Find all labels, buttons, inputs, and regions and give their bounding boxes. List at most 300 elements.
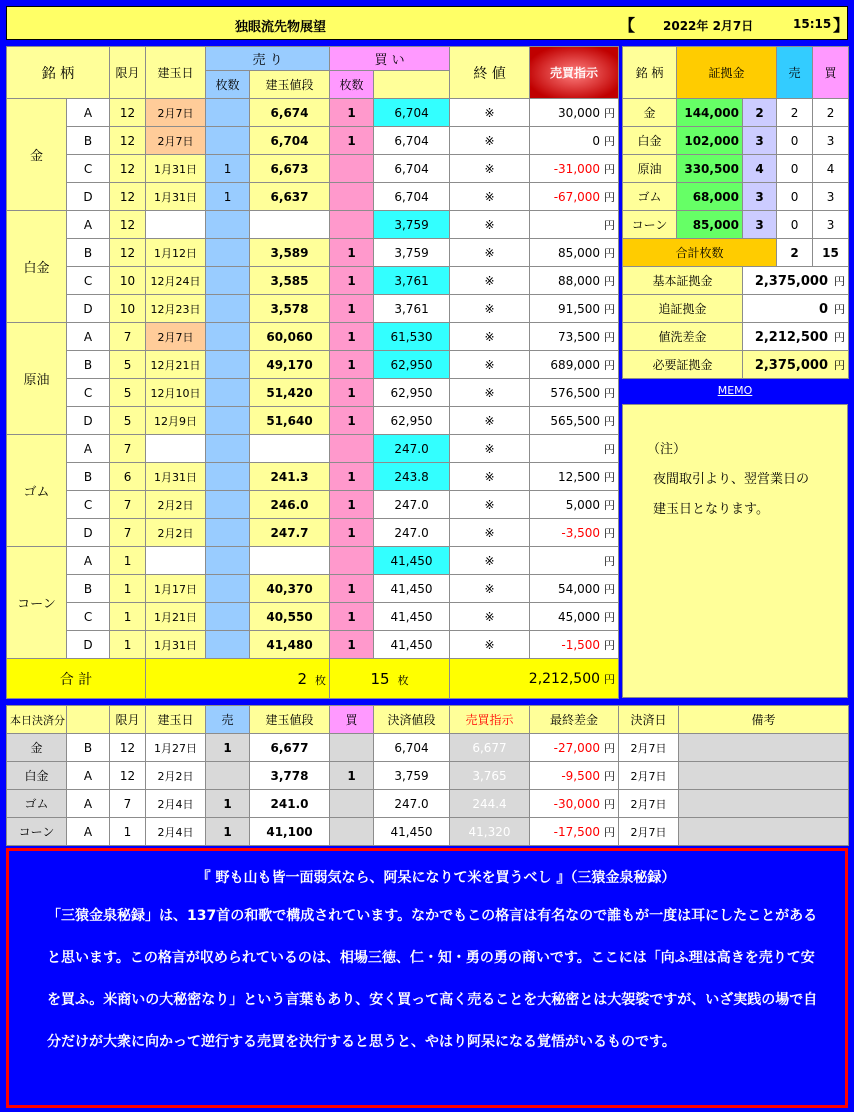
settle-instruction: 41,320 bbox=[450, 818, 530, 846]
settle-entry-price: 41,100 bbox=[250, 818, 330, 846]
settle-diff-value: -30,000 bbox=[553, 796, 600, 811]
settle-commodity: 白金 bbox=[7, 762, 67, 790]
settlement-row bbox=[7, 818, 849, 846]
header-gengetsu: 限月 bbox=[110, 47, 146, 99]
settle-entry-price: 6,677 bbox=[250, 734, 330, 762]
settle-month: 7 bbox=[110, 790, 146, 818]
buy-qty: 1 bbox=[330, 407, 374, 435]
sub-code: C bbox=[67, 379, 110, 407]
settle-commodity: ゴム bbox=[7, 790, 67, 818]
valuation-diff bbox=[530, 239, 619, 267]
totals-sell bbox=[146, 659, 330, 699]
margin-total-label: 合計枚数 bbox=[623, 239, 777, 267]
valuation-diff bbox=[530, 407, 619, 435]
close-price: 61,530 bbox=[374, 323, 450, 351]
totals-buy-value: 15 bbox=[370, 669, 390, 688]
sub-code: A bbox=[67, 211, 110, 239]
buy-qty: 1 bbox=[330, 351, 374, 379]
contract-month: 7 bbox=[110, 491, 146, 519]
sell-qty bbox=[206, 127, 250, 155]
entry-price bbox=[250, 547, 330, 575]
page-title: 独眼流先物展望 bbox=[235, 20, 327, 35]
commodity-name: 原油 bbox=[7, 323, 67, 435]
yen-unit: 円 bbox=[604, 414, 616, 428]
memo-header bbox=[622, 380, 848, 402]
valuation-diff-value: 5,000 bbox=[565, 497, 601, 512]
contract-month: 5 bbox=[110, 351, 146, 379]
entry-date: 2月2日 bbox=[146, 491, 206, 519]
header-tategyoku-nedan: 建玉値段 bbox=[250, 71, 330, 99]
buy-qty: 1 bbox=[330, 631, 374, 659]
entry-price: 3,589 bbox=[250, 239, 330, 267]
yen-unit: 円 bbox=[604, 358, 616, 372]
settle-note bbox=[679, 790, 849, 818]
yen-unit: 円 bbox=[604, 498, 616, 512]
settle-entry-date: 2月4日 bbox=[146, 790, 206, 818]
settle-sell: 1 bbox=[206, 790, 250, 818]
buy-qty: 1 bbox=[330, 463, 374, 491]
margin-amount: 68,000 bbox=[677, 183, 743, 211]
valuation-diff bbox=[530, 295, 619, 323]
yen-unit: 円 bbox=[604, 134, 616, 148]
settlement-row bbox=[7, 790, 849, 818]
sell-qty bbox=[206, 603, 250, 631]
yen-unit: 円 bbox=[604, 386, 616, 400]
contract-month: 7 bbox=[110, 435, 146, 463]
entry-price: 3,578 bbox=[250, 295, 330, 323]
valuation-diff bbox=[530, 155, 619, 183]
yen-unit: 円 bbox=[604, 442, 616, 456]
close-price: 3,761 bbox=[374, 267, 450, 295]
entry-price: 60,060 bbox=[250, 323, 330, 351]
margin-buy: 3 bbox=[813, 211, 849, 239]
sell-qty bbox=[206, 491, 250, 519]
buy-qty: 1 bbox=[330, 519, 374, 547]
margin-total-buy: 15 bbox=[813, 239, 849, 267]
margin-total-row bbox=[623, 239, 849, 267]
entry-price: 241.3 bbox=[250, 463, 330, 491]
settle-entry-date: 1月27日 bbox=[146, 734, 206, 762]
table-row bbox=[7, 267, 619, 295]
positions-table bbox=[6, 46, 619, 699]
close-price: 6,704 bbox=[374, 183, 450, 211]
entry-price: 3,585 bbox=[250, 267, 330, 295]
margin-summary-amount: 0 bbox=[818, 301, 829, 317]
settle-price: 247.0 bbox=[374, 790, 450, 818]
sub-code: D bbox=[67, 519, 110, 547]
sub-code: B bbox=[67, 351, 110, 379]
margin-units: 3 bbox=[743, 127, 777, 155]
entry-date bbox=[146, 211, 206, 239]
valuation-diff-value: 30,000 bbox=[558, 105, 601, 120]
settle-commodity: コーン bbox=[7, 818, 67, 846]
yen-unit: 円 bbox=[604, 554, 616, 568]
entry-date: 2月7日 bbox=[146, 99, 206, 127]
memo-line-2: 夜間取引より、翌営業日の bbox=[653, 472, 810, 487]
sub-code: C bbox=[67, 491, 110, 519]
contract-month: 12 bbox=[110, 239, 146, 267]
proverb-box bbox=[6, 848, 848, 1108]
entry-price: 51,420 bbox=[250, 379, 330, 407]
close-price: 247.0 bbox=[374, 435, 450, 463]
buy-qty bbox=[330, 435, 374, 463]
valuation-diff bbox=[530, 183, 619, 211]
contract-month: 1 bbox=[110, 631, 146, 659]
sell-qty bbox=[206, 463, 250, 491]
bracket-open: 【 bbox=[619, 16, 636, 35]
sell-qty bbox=[206, 407, 250, 435]
valuation-diff bbox=[530, 351, 619, 379]
contract-month: 1 bbox=[110, 575, 146, 603]
settle-note bbox=[679, 818, 849, 846]
valuation-diff-value: 565,500 bbox=[550, 413, 601, 428]
trade-instruction: ※ bbox=[450, 463, 530, 491]
settle-note bbox=[679, 762, 849, 790]
settle-diff-value: -17,500 bbox=[553, 824, 600, 839]
table-row bbox=[7, 631, 619, 659]
trade-instruction: ※ bbox=[450, 295, 530, 323]
settle-header-tategyokubi: 建玉日 bbox=[146, 706, 206, 734]
valuation-diff-value: 85,000 bbox=[558, 245, 601, 260]
valuation-diff bbox=[530, 519, 619, 547]
header-owarine: 終 値 bbox=[450, 47, 530, 99]
yen-unit: 円 bbox=[604, 825, 615, 839]
yen-unit: 円 bbox=[604, 106, 616, 120]
margin-summary-amount: 2,212,500 bbox=[754, 329, 829, 345]
valuation-diff-value: -67,000 bbox=[553, 189, 601, 204]
valuation-diff bbox=[530, 267, 619, 295]
sell-qty bbox=[206, 239, 250, 267]
margin-sell: 0 bbox=[777, 127, 813, 155]
close-price: 243.8 bbox=[374, 463, 450, 491]
yen-unit: 円 bbox=[604, 218, 616, 232]
sub-code: D bbox=[67, 631, 110, 659]
trade-instruction: ※ bbox=[450, 407, 530, 435]
margin-units: 3 bbox=[743, 211, 777, 239]
valuation-diff-value: 12,500 bbox=[558, 469, 601, 484]
trade-instruction: ※ bbox=[450, 239, 530, 267]
settle-header-tategyoku-nedan: 建玉値段 bbox=[250, 706, 330, 734]
entry-price: 6,673 bbox=[250, 155, 330, 183]
contract-month: 6 bbox=[110, 463, 146, 491]
settle-diff bbox=[530, 818, 619, 846]
trade-instruction: ※ bbox=[450, 323, 530, 351]
margin-header-shokokin: 証拠金 bbox=[677, 47, 777, 99]
valuation-diff bbox=[530, 127, 619, 155]
settle-header-label: 本日決済分 bbox=[7, 706, 67, 734]
mai-unit: 枚 bbox=[397, 673, 409, 687]
margin-amount: 85,000 bbox=[677, 211, 743, 239]
yen-unit: 円 bbox=[834, 330, 846, 344]
buy-qty: 1 bbox=[330, 603, 374, 631]
trade-instruction: ※ bbox=[450, 519, 530, 547]
margin-amount: 330,500 bbox=[677, 155, 743, 183]
contract-month: 12 bbox=[110, 211, 146, 239]
contract-month: 5 bbox=[110, 407, 146, 435]
margin-row bbox=[623, 127, 849, 155]
settle-header-kai: 買 bbox=[330, 706, 374, 734]
memo-line-3: 建玉日となります。 bbox=[653, 502, 769, 517]
contract-month: 7 bbox=[110, 323, 146, 351]
entry-date bbox=[146, 435, 206, 463]
settle-sub: A bbox=[67, 818, 110, 846]
trade-instruction: ※ bbox=[450, 183, 530, 211]
settle-diff-value: -9,500 bbox=[561, 768, 600, 783]
margin-sell: 2 bbox=[777, 99, 813, 127]
entry-price: 51,640 bbox=[250, 407, 330, 435]
valuation-diff-value: -31,000 bbox=[553, 161, 601, 176]
bracket-close: 】 bbox=[833, 16, 850, 35]
settle-commodity: 金 bbox=[7, 734, 67, 762]
table-row bbox=[7, 547, 619, 575]
margin-summary-row bbox=[623, 267, 849, 295]
contract-month: 12 bbox=[110, 127, 146, 155]
margin-summary-label: 必要証拠金 bbox=[623, 351, 743, 379]
yen-unit: 円 bbox=[604, 526, 616, 540]
yen-unit: 円 bbox=[604, 638, 616, 652]
sell-qty bbox=[206, 211, 250, 239]
trade-instruction: ※ bbox=[450, 267, 530, 295]
close-price: 62,950 bbox=[374, 351, 450, 379]
totals-label: 合 計 bbox=[7, 659, 146, 699]
commodity-name: 金 bbox=[7, 99, 67, 211]
memo-link[interactable]: MEMO bbox=[717, 384, 753, 397]
margin-summary-label: 追証拠金 bbox=[623, 295, 743, 323]
sell-qty bbox=[206, 267, 250, 295]
commodity-name: コーン bbox=[7, 547, 67, 659]
margin-amount: 102,000 bbox=[677, 127, 743, 155]
buy-qty: 1 bbox=[330, 239, 374, 267]
valuation-diff-value: 576,500 bbox=[550, 385, 601, 400]
entry-date: 1月12日 bbox=[146, 239, 206, 267]
valuation-diff bbox=[530, 575, 619, 603]
entry-date: 2月7日 bbox=[146, 127, 206, 155]
close-price: 41,450 bbox=[374, 575, 450, 603]
table-row bbox=[7, 463, 619, 491]
entry-date: 12月23日 bbox=[146, 295, 206, 323]
table-row bbox=[7, 127, 619, 155]
sub-code: B bbox=[67, 239, 110, 267]
sell-qty bbox=[206, 379, 250, 407]
settle-sell: 1 bbox=[206, 734, 250, 762]
settle-sub: A bbox=[67, 790, 110, 818]
valuation-diff-value: 88,000 bbox=[558, 273, 601, 288]
buy-qty: 1 bbox=[330, 491, 374, 519]
yen-unit: 円 bbox=[604, 769, 615, 783]
settle-header-gengetsu: 限月 bbox=[110, 706, 146, 734]
margin-buy: 3 bbox=[813, 183, 849, 211]
settle-diff bbox=[530, 734, 619, 762]
entry-date bbox=[146, 547, 206, 575]
entry-price: 6,637 bbox=[250, 183, 330, 211]
settle-instruction: 3,765 bbox=[450, 762, 530, 790]
sub-code: C bbox=[67, 603, 110, 631]
margin-sell: 0 bbox=[777, 183, 813, 211]
sell-qty bbox=[206, 295, 250, 323]
table-row bbox=[7, 603, 619, 631]
contract-month: 10 bbox=[110, 267, 146, 295]
settle-header-kessaibi: 決済日 bbox=[619, 706, 679, 734]
close-price: 62,950 bbox=[374, 407, 450, 435]
yen-unit: 円 bbox=[604, 330, 616, 344]
header-buy-maisu: 枚数 bbox=[330, 71, 374, 99]
margin-commodity: 白金 bbox=[623, 127, 677, 155]
settlement-table bbox=[6, 705, 849, 846]
yen-unit: 円 bbox=[604, 162, 616, 176]
settle-diff-value: -27,000 bbox=[553, 740, 600, 755]
margin-buy: 3 bbox=[813, 127, 849, 155]
sell-qty bbox=[206, 547, 250, 575]
totals-buy bbox=[330, 659, 450, 699]
close-price: 6,704 bbox=[374, 127, 450, 155]
valuation-diff bbox=[530, 323, 619, 351]
entry-price: 6,704 bbox=[250, 127, 330, 155]
yen-unit: 円 bbox=[604, 190, 616, 204]
table-row bbox=[7, 183, 619, 211]
margin-summary-amount: 2,375,000 bbox=[754, 357, 829, 373]
margin-row bbox=[623, 183, 849, 211]
settle-sub: A bbox=[67, 762, 110, 790]
settle-buy bbox=[330, 818, 374, 846]
sell-qty bbox=[206, 519, 250, 547]
close-price: 247.0 bbox=[374, 491, 450, 519]
totals-row bbox=[7, 659, 619, 699]
table-row bbox=[7, 295, 619, 323]
header-sell-maisu: 枚数 bbox=[206, 71, 250, 99]
yen-unit: 円 bbox=[604, 610, 616, 624]
totals-sell-value: 2 bbox=[297, 669, 308, 688]
entry-date: 1月31日 bbox=[146, 183, 206, 211]
table-row bbox=[7, 491, 619, 519]
settle-header-biko: 備考 bbox=[679, 706, 849, 734]
buy-qty bbox=[330, 547, 374, 575]
yen-unit: 円 bbox=[604, 741, 615, 755]
valuation-diff-value: 689,000 bbox=[550, 357, 601, 372]
close-price: 3,761 bbox=[374, 295, 450, 323]
proverb-body: 「三猿金泉秘録」は、137首の和歌で構成されています。なかでもこの格言は有名なので誰もが一度は耳にしたことがあると思います。この格言が収められているのは、相場三徳、仁・知・勇の勇の商いです。ここには「向ふ理は高きを売りて安を買ふ。米商いの大秘密なり」という言葉もあり、安く買って高く売ることを大秘密とは大袈裟ですが、いざ実践の場で自分だけが大衆に向かって逆行する売買を決行すると思うと、やはり阿呆になる覚悟がいるものです。 bbox=[47, 908, 818, 1050]
settle-entry-date: 2月4日 bbox=[146, 818, 206, 846]
margin-row bbox=[623, 99, 849, 127]
sub-code: A bbox=[67, 323, 110, 351]
margin-header-meigara: 銘 柄 bbox=[623, 47, 677, 99]
sub-code: A bbox=[67, 547, 110, 575]
valuation-diff bbox=[530, 603, 619, 631]
commodity-name: ゴム bbox=[7, 435, 67, 547]
close-price: 3,759 bbox=[374, 239, 450, 267]
table-row bbox=[7, 519, 619, 547]
header-tategyokubi: 建玉日 bbox=[146, 47, 206, 99]
entry-price: 6,674 bbox=[250, 99, 330, 127]
sub-code: A bbox=[67, 435, 110, 463]
contract-month: 1 bbox=[110, 603, 146, 631]
entry-date: 12月9日 bbox=[146, 407, 206, 435]
trade-instruction: ※ bbox=[450, 99, 530, 127]
yen-unit: 円 bbox=[604, 672, 616, 686]
margin-header-uri: 売 bbox=[777, 47, 813, 99]
margin-summary-value bbox=[743, 267, 849, 295]
settle-buy bbox=[330, 734, 374, 762]
entry-date: 1月31日 bbox=[146, 463, 206, 491]
buy-qty: 1 bbox=[330, 379, 374, 407]
entry-date: 1月17日 bbox=[146, 575, 206, 603]
header-date: 2022年 2月7日 bbox=[663, 19, 754, 33]
settle-month: 1 bbox=[110, 818, 146, 846]
settle-date: 2月7日 bbox=[619, 762, 679, 790]
valuation-diff-value: 73,500 bbox=[558, 329, 601, 344]
settle-buy: 1 bbox=[330, 762, 374, 790]
table-row bbox=[7, 407, 619, 435]
yen-unit: 円 bbox=[604, 274, 616, 288]
settle-sell bbox=[206, 762, 250, 790]
sell-qty bbox=[206, 323, 250, 351]
margin-buy: 2 bbox=[813, 99, 849, 127]
sell-qty: 1 bbox=[206, 183, 250, 211]
valuation-diff bbox=[530, 435, 619, 463]
trade-instruction: ※ bbox=[450, 155, 530, 183]
valuation-diff-value: -1,500 bbox=[561, 637, 601, 652]
contract-month: 5 bbox=[110, 379, 146, 407]
margin-table bbox=[622, 46, 849, 379]
sell-qty bbox=[206, 99, 250, 127]
trade-instruction: ※ bbox=[450, 603, 530, 631]
valuation-diff bbox=[530, 211, 619, 239]
valuation-diff bbox=[530, 99, 619, 127]
margin-summary-row bbox=[623, 295, 849, 323]
close-price: 41,450 bbox=[374, 547, 450, 575]
settle-note bbox=[679, 734, 849, 762]
valuation-diff-value: -3,500 bbox=[561, 525, 601, 540]
close-price: 41,450 bbox=[374, 631, 450, 659]
sub-code: C bbox=[67, 155, 110, 183]
close-price: 62,950 bbox=[374, 379, 450, 407]
margin-sell: 0 bbox=[777, 155, 813, 183]
contract-month: 12 bbox=[110, 155, 146, 183]
valuation-diff bbox=[530, 379, 619, 407]
margin-buy: 4 bbox=[813, 155, 849, 183]
settle-month: 12 bbox=[110, 734, 146, 762]
totals-diff bbox=[450, 659, 619, 699]
close-price: 3,759 bbox=[374, 211, 450, 239]
settle-price: 41,450 bbox=[374, 818, 450, 846]
margin-summary-label: 値洗差金 bbox=[623, 323, 743, 351]
buy-qty: 1 bbox=[330, 267, 374, 295]
sell-qty bbox=[206, 435, 250, 463]
margin-header-kai: 買 bbox=[813, 47, 849, 99]
table-row bbox=[7, 239, 619, 267]
margin-units: 2 bbox=[743, 99, 777, 127]
entry-price: 40,370 bbox=[250, 575, 330, 603]
margin-summary-value bbox=[743, 323, 849, 351]
settle-date: 2月7日 bbox=[619, 734, 679, 762]
margin-summary-row bbox=[623, 323, 849, 351]
table-row bbox=[7, 575, 619, 603]
margin-summary-value bbox=[743, 351, 849, 379]
buy-qty bbox=[330, 211, 374, 239]
valuation-diff bbox=[530, 631, 619, 659]
contract-month: 12 bbox=[110, 183, 146, 211]
header-uri: 売 り bbox=[206, 47, 330, 71]
table-row bbox=[7, 351, 619, 379]
sub-code: B bbox=[67, 127, 110, 155]
close-price: 41,450 bbox=[374, 603, 450, 631]
sub-code: D bbox=[67, 295, 110, 323]
sub-code: B bbox=[67, 463, 110, 491]
baibai-shiji-button[interactable]: 売買指示 bbox=[530, 47, 619, 99]
commodity-name: 白金 bbox=[7, 211, 67, 323]
buy-qty bbox=[330, 155, 374, 183]
settle-date: 2月7日 bbox=[619, 818, 679, 846]
close-price: 247.0 bbox=[374, 519, 450, 547]
